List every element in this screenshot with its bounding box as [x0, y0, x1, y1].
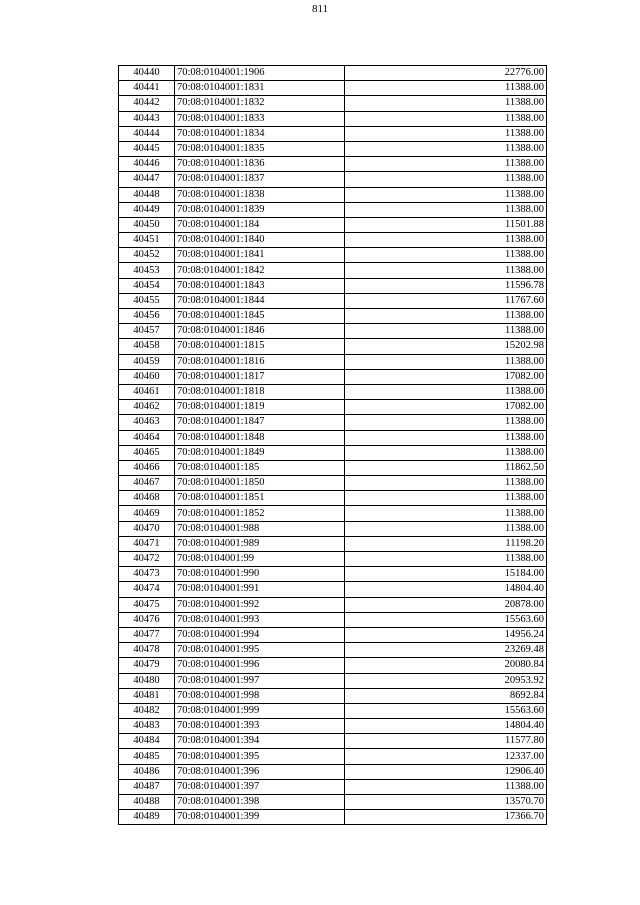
row-number-cell: 40455 [119, 293, 175, 308]
cadastral-number-cell: 70:08:0104001:1851 [175, 491, 345, 506]
value-cell: 15563.60 [345, 612, 547, 627]
row-number-cell: 40468 [119, 491, 175, 506]
row-number-cell: 40480 [119, 673, 175, 688]
table-row [119, 491, 547, 506]
table-row [119, 369, 547, 384]
table-row [119, 248, 547, 263]
row-number-cell: 40470 [119, 521, 175, 536]
row-number-cell: 40477 [119, 627, 175, 642]
table-row [119, 309, 547, 324]
row-number-cell: 40451 [119, 233, 175, 248]
cadastral-number-cell: 70:08:0104001:1847 [175, 415, 345, 430]
row-number-cell: 40459 [119, 354, 175, 369]
table-row [119, 141, 547, 156]
table-row [119, 688, 547, 703]
table-row [119, 476, 547, 491]
cadastral-number-cell: 70:08:0104001:995 [175, 643, 345, 658]
row-number-cell: 40469 [119, 506, 175, 521]
cadastral-number-cell: 70:08:0104001:991 [175, 582, 345, 597]
cadastral-number-cell: 70:08:0104001:394 [175, 734, 345, 749]
cadastral-number-cell: 70:08:0104001:998 [175, 688, 345, 703]
table-row [119, 567, 547, 582]
value-cell: 11596.78 [345, 278, 547, 293]
table-row [119, 552, 547, 567]
row-number-cell: 40456 [119, 309, 175, 324]
table-row [119, 521, 547, 536]
row-number-cell: 40481 [119, 688, 175, 703]
cadastral-number-cell: 70:08:0104001:1842 [175, 263, 345, 278]
cadastral-number-cell: 70:08:0104001:1840 [175, 233, 345, 248]
row-number-cell: 40462 [119, 400, 175, 415]
table-row [119, 400, 547, 415]
table-row [119, 415, 547, 430]
table-row [119, 293, 547, 308]
cadastral-number-cell: 70:08:0104001:1906 [175, 66, 345, 81]
table-row [119, 612, 547, 627]
cadastral-number-cell: 70:08:0104001:994 [175, 627, 345, 642]
table-row [119, 719, 547, 734]
row-number-cell: 40478 [119, 643, 175, 658]
cadastral-number-cell: 70:08:0104001:990 [175, 567, 345, 582]
value-cell: 14956.24 [345, 627, 547, 642]
cadastral-number-cell: 70:08:0104001:184 [175, 217, 345, 232]
cadastral-number-cell: 70:08:0104001:1845 [175, 309, 345, 324]
value-cell: 11388.00 [345, 445, 547, 460]
value-cell: 20878.00 [345, 597, 547, 612]
value-cell: 17082.00 [345, 400, 547, 415]
row-number-cell: 40450 [119, 217, 175, 232]
table-row [119, 703, 547, 718]
value-cell: 11388.00 [345, 415, 547, 430]
row-number-cell: 40465 [119, 445, 175, 460]
table-row [119, 157, 547, 172]
cadastral-number-cell: 70:08:0104001:397 [175, 779, 345, 794]
row-number-cell: 40460 [119, 369, 175, 384]
value-cell: 11388.00 [345, 172, 547, 187]
cadastral-number-cell: 70:08:0104001:99 [175, 552, 345, 567]
cadastral-number-cell: 70:08:0104001:1831 [175, 81, 345, 96]
table-row [119, 233, 547, 248]
cadastral-number-cell: 70:08:0104001:996 [175, 658, 345, 673]
table-row [119, 764, 547, 779]
cadastral-number-cell: 70:08:0104001:997 [175, 673, 345, 688]
cadastral-number-cell: 70:08:0104001:1846 [175, 324, 345, 339]
table-row [119, 734, 547, 749]
cadastral-number-cell: 70:08:0104001:1839 [175, 202, 345, 217]
row-number-cell: 40447 [119, 172, 175, 187]
value-cell: 11388.00 [345, 248, 547, 263]
row-number-cell: 40482 [119, 703, 175, 718]
value-cell: 11388.00 [345, 552, 547, 567]
row-number-cell: 40479 [119, 658, 175, 673]
row-number-cell: 40454 [119, 278, 175, 293]
cadastral-number-cell: 70:08:0104001:1836 [175, 157, 345, 172]
cadastral-number-cell: 70:08:0104001:185 [175, 460, 345, 475]
cadastral-number-cell: 70:08:0104001:993 [175, 612, 345, 627]
value-cell: 11388.00 [345, 187, 547, 202]
table-row [119, 81, 547, 96]
value-cell: 17366.70 [345, 810, 547, 825]
table-row [119, 445, 547, 460]
row-number-cell: 40442 [119, 96, 175, 111]
cadastral-number-cell: 70:08:0104001:1841 [175, 248, 345, 263]
row-number-cell: 40448 [119, 187, 175, 202]
table-row [119, 506, 547, 521]
row-number-cell: 40473 [119, 567, 175, 582]
value-cell: 11388.00 [345, 96, 547, 111]
value-cell: 12906.40 [345, 764, 547, 779]
value-cell: 11388.00 [345, 430, 547, 445]
value-cell: 11501.88 [345, 217, 547, 232]
row-number-cell: 40474 [119, 582, 175, 597]
row-number-cell: 40487 [119, 779, 175, 794]
cadastral-number-cell: 70:08:0104001:1850 [175, 476, 345, 491]
table-row [119, 627, 547, 642]
value-cell: 11388.00 [345, 521, 547, 536]
value-cell: 11388.00 [345, 506, 547, 521]
row-number-cell: 40475 [119, 597, 175, 612]
table-row [119, 430, 547, 445]
table-row [119, 324, 547, 339]
cadastral-number-cell: 70:08:0104001:1832 [175, 96, 345, 111]
cadastral-number-cell: 70:08:0104001:1815 [175, 339, 345, 354]
cadastral-number-cell: 70:08:0104001:398 [175, 795, 345, 810]
row-number-cell: 40446 [119, 157, 175, 172]
cadastral-number-cell: 70:08:0104001:1849 [175, 445, 345, 460]
row-number-cell: 40445 [119, 141, 175, 156]
value-cell: 8692.84 [345, 688, 547, 703]
table-row [119, 810, 547, 825]
row-number-cell: 40486 [119, 764, 175, 779]
value-cell: 23269.48 [345, 643, 547, 658]
value-cell: 11388.00 [345, 233, 547, 248]
table-row [119, 582, 547, 597]
cadastral-number-cell: 70:08:0104001:1848 [175, 430, 345, 445]
value-cell: 11388.00 [345, 111, 547, 126]
cadastral-number-cell: 70:08:0104001:1838 [175, 187, 345, 202]
cadastral-number-cell: 70:08:0104001:393 [175, 719, 345, 734]
row-number-cell: 40453 [119, 263, 175, 278]
cadastral-number-cell: 70:08:0104001:988 [175, 521, 345, 536]
value-cell: 11388.00 [345, 354, 547, 369]
row-number-cell: 40440 [119, 66, 175, 81]
table-row [119, 111, 547, 126]
table-row [119, 172, 547, 187]
row-number-cell: 40452 [119, 248, 175, 263]
table-row [119, 460, 547, 475]
cadastral-number-cell: 70:08:0104001:992 [175, 597, 345, 612]
row-number-cell: 40444 [119, 126, 175, 141]
cadastral-number-cell: 70:08:0104001:1819 [175, 400, 345, 415]
row-number-cell: 40449 [119, 202, 175, 217]
table-row [119, 597, 547, 612]
table-row [119, 339, 547, 354]
table-row [119, 643, 547, 658]
cadastral-number-cell: 70:08:0104001:1843 [175, 278, 345, 293]
table-row [119, 354, 547, 369]
cadastral-number-cell: 70:08:0104001:1852 [175, 506, 345, 521]
table-row [119, 263, 547, 278]
value-cell: 15202.98 [345, 339, 547, 354]
cadastral-number-cell: 70:08:0104001:396 [175, 764, 345, 779]
cadastral-number-cell: 70:08:0104001:1835 [175, 141, 345, 156]
row-number-cell: 40489 [119, 810, 175, 825]
table-row [119, 126, 547, 141]
cadastral-number-cell: 70:08:0104001:399 [175, 810, 345, 825]
row-number-cell: 40464 [119, 430, 175, 445]
value-cell: 12337.00 [345, 749, 547, 764]
table-row [119, 187, 547, 202]
value-cell: 11767.60 [345, 293, 547, 308]
value-cell: 11388.00 [345, 384, 547, 399]
table-row [119, 66, 547, 81]
table-row [119, 658, 547, 673]
row-number-cell: 40463 [119, 415, 175, 430]
value-cell: 11862.50 [345, 460, 547, 475]
table-row [119, 749, 547, 764]
value-cell: 11198.20 [345, 536, 547, 551]
row-number-cell: 40458 [119, 339, 175, 354]
row-number-cell: 40476 [119, 612, 175, 627]
value-cell: 13570.70 [345, 795, 547, 810]
row-number-cell: 40466 [119, 460, 175, 475]
table-row [119, 384, 547, 399]
value-cell: 20953.92 [345, 673, 547, 688]
table-row [119, 536, 547, 551]
value-cell: 11388.00 [345, 309, 547, 324]
cadastral-number-cell: 70:08:0104001:1844 [175, 293, 345, 308]
row-number-cell: 40472 [119, 552, 175, 567]
cadastral-number-cell: 70:08:0104001:1816 [175, 354, 345, 369]
value-cell: 11388.00 [345, 491, 547, 506]
page-number: 811 [311, 3, 329, 15]
value-cell: 11388.00 [345, 126, 547, 141]
cadastral-number-cell: 70:08:0104001:395 [175, 749, 345, 764]
row-number-cell: 40485 [119, 749, 175, 764]
row-number-cell: 40443 [119, 111, 175, 126]
value-cell: 15184.00 [345, 567, 547, 582]
table-row [119, 795, 547, 810]
value-cell: 11388.00 [345, 476, 547, 491]
cadastral-number-cell: 70:08:0104001:1834 [175, 126, 345, 141]
cadastral-number-cell: 70:08:0104001:1818 [175, 384, 345, 399]
value-cell: 11388.00 [345, 263, 547, 278]
value-cell: 11577.80 [345, 734, 547, 749]
value-cell: 11388.00 [345, 157, 547, 172]
value-cell: 22776.00 [345, 66, 547, 81]
table-row [119, 96, 547, 111]
table-row [119, 779, 547, 794]
data-table [118, 65, 547, 825]
value-cell: 20080.84 [345, 658, 547, 673]
table-row [119, 673, 547, 688]
row-number-cell: 40471 [119, 536, 175, 551]
value-cell: 14804.40 [345, 719, 547, 734]
table-row [119, 278, 547, 293]
row-number-cell: 40484 [119, 734, 175, 749]
cadastral-number-cell: 70:08:0104001:1833 [175, 111, 345, 126]
cadastral-number-cell: 70:08:0104001:1817 [175, 369, 345, 384]
value-cell: 11388.00 [345, 779, 547, 794]
row-number-cell: 40467 [119, 476, 175, 491]
row-number-cell: 40441 [119, 81, 175, 96]
row-number-cell: 40461 [119, 384, 175, 399]
value-cell: 11388.00 [345, 141, 547, 156]
row-number-cell: 40483 [119, 719, 175, 734]
value-cell: 14804.40 [345, 582, 547, 597]
value-cell: 15563.60 [345, 703, 547, 718]
cadastral-number-cell: 70:08:0104001:999 [175, 703, 345, 718]
value-cell: 11388.00 [345, 202, 547, 217]
row-number-cell: 40457 [119, 324, 175, 339]
row-number-cell: 40488 [119, 795, 175, 810]
cadastral-number-cell: 70:08:0104001:989 [175, 536, 345, 551]
value-cell: 11388.00 [345, 81, 547, 96]
table-body [119, 66, 547, 825]
table-row [119, 217, 547, 232]
value-cell: 17082.00 [345, 369, 547, 384]
cadastral-number-cell: 70:08:0104001:1837 [175, 172, 345, 187]
table-row [119, 202, 547, 217]
value-cell: 11388.00 [345, 324, 547, 339]
